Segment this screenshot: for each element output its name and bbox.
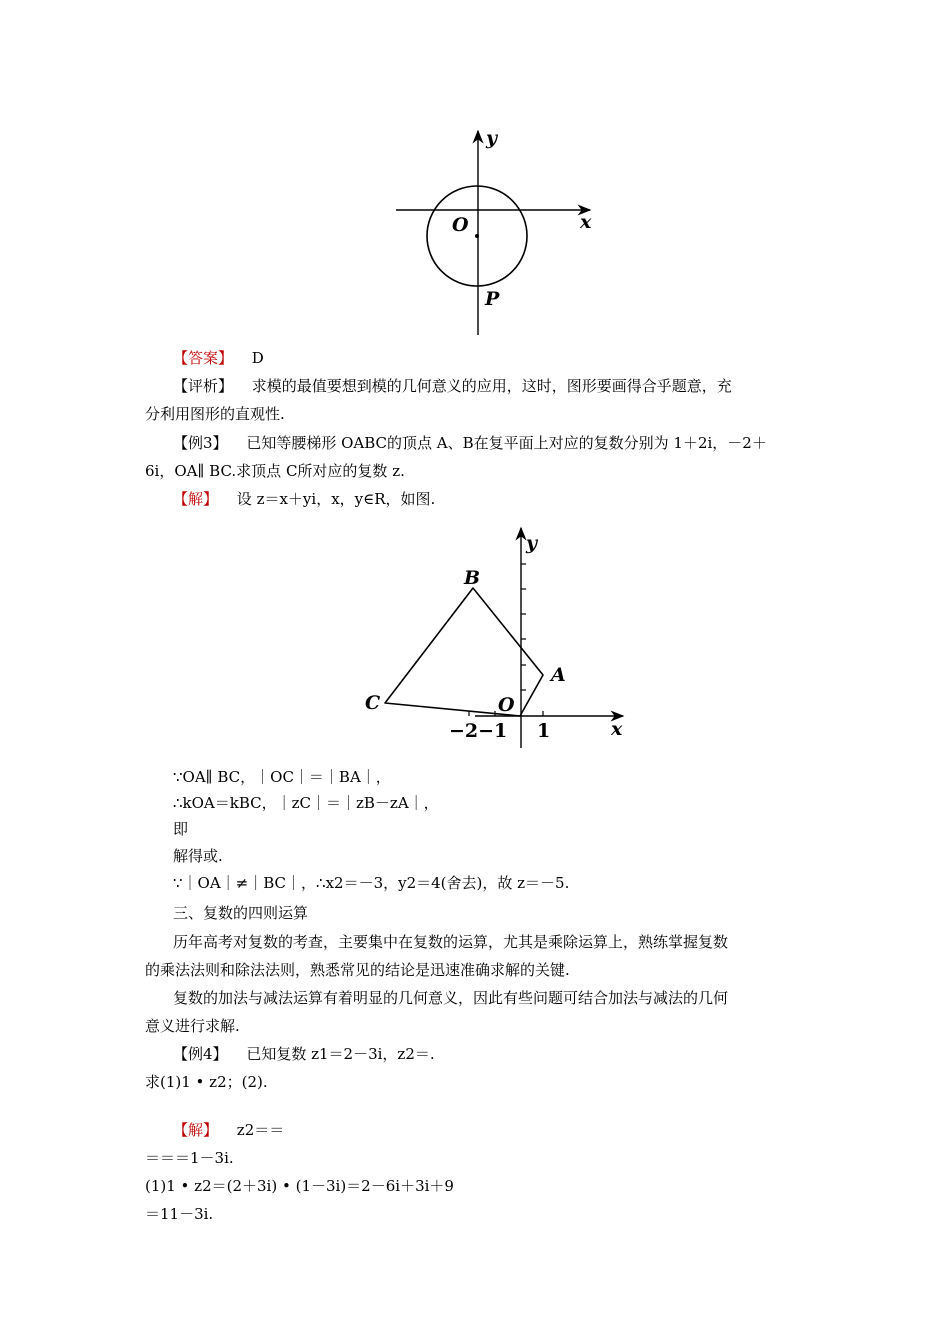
example4-tag: 【例4】: [173, 1045, 228, 1063]
vertex-b-label: B: [464, 567, 481, 589]
para1-line-1: 历年高考对复数的考查，主要集中在复数的运算，尤其是乘除运算上，熟练掌握复数: [173, 933, 729, 951]
analysis-text-1: 求模的最值要想到模的几何意义的应用，这时，图形要画得合乎题意，充: [251, 377, 732, 395]
proof-line-5: ∵｜OA｜≠｜BC｜，∴x2＝－3，y2＝4(舍去)，故 z＝－5.: [173, 874, 570, 892]
y-ticks: [521, 564, 526, 690]
vertex-a-label: A: [551, 664, 566, 686]
analysis-line-2: 分利用图形的直观性.: [145, 405, 285, 423]
analysis-tag: 【评析】: [173, 377, 234, 395]
answer-text: D: [251, 349, 264, 367]
proof-line-1: ∵OA∥ BC，｜OC｜＝｜BA｜，: [173, 768, 391, 786]
y-axis-label: y: [486, 127, 498, 149]
para2-line-2: 意义进行求解.: [145, 1017, 240, 1035]
figure-circle: [390, 125, 600, 340]
proof-line-3: 即: [173, 820, 189, 838]
answer-line: [173, 347, 264, 369]
example3-text-1: 已知等腰梯形 OABC的顶点 A、B在复平面上对应的复数分别为 1＋2i，－2＋: [246, 434, 767, 452]
figure-trapezoid: [355, 518, 645, 753]
circle-center: [475, 234, 479, 238]
proof-line-2: ∴kOA＝kBC，｜zC｜＝｜zB－zA｜，: [173, 794, 439, 812]
proof-line-4: 解得或.: [173, 847, 223, 865]
x-axis-label: x: [580, 211, 592, 233]
solution4-step-3: (1)1 • z2＝(2＋3i) • (1－3i)＝2－6i＋3i＋9: [145, 1177, 454, 1195]
example3-tag: 【例3】: [173, 434, 228, 452]
trapezoid-oabc: [385, 588, 543, 716]
origin-label: O: [452, 214, 469, 236]
solution3-text: 设 z＝x＋yi，x，y∈R，如图.: [236, 490, 436, 508]
example4-text: 已知复数 z1＝2－3i，z2＝.: [246, 1045, 435, 1063]
point-p-label: P: [485, 288, 500, 310]
solution4-line-1: [173, 1119, 284, 1141]
example3-line-2: 6i，OA∥ BC.求顶点 C所对应的复数 z.: [145, 462, 405, 480]
section-heading: 三、复数的四则运算: [173, 904, 309, 922]
origin-label: O: [498, 694, 515, 716]
answer-tag: 【答案】: [173, 349, 234, 367]
para1-line-2: 的乘法法则和除法法则，熟悉常见的结论是迅速准确求解的关键.: [145, 961, 570, 979]
solution4-step-2: ＝＝＝1－3i.: [145, 1149, 234, 1167]
vertex-c-label: C: [365, 692, 381, 714]
analysis-line-1: [173, 375, 732, 397]
x-axis-label: x: [611, 718, 623, 740]
tick-labels-negative: −2−1: [449, 720, 508, 742]
example4-question: 求(1)1 • z2；(2).: [145, 1073, 268, 1091]
example4-line: [173, 1043, 435, 1065]
y-axis-label: y: [526, 532, 538, 554]
solution4-tag: 【解】: [173, 1121, 219, 1139]
para2-line-1: 复数的加法与减法运算有着明显的几何意义，因此有些问题可结合加法与减法的几何: [173, 989, 729, 1007]
solution3-line: [173, 488, 435, 510]
solution4-step-4: ＝11－3i.: [145, 1205, 214, 1223]
example3-line-1: [173, 432, 767, 454]
solution3-tag: 【解】: [173, 490, 219, 508]
tick-label-one: 1: [537, 720, 551, 742]
solution4-step-1: z2＝＝: [236, 1121, 285, 1139]
